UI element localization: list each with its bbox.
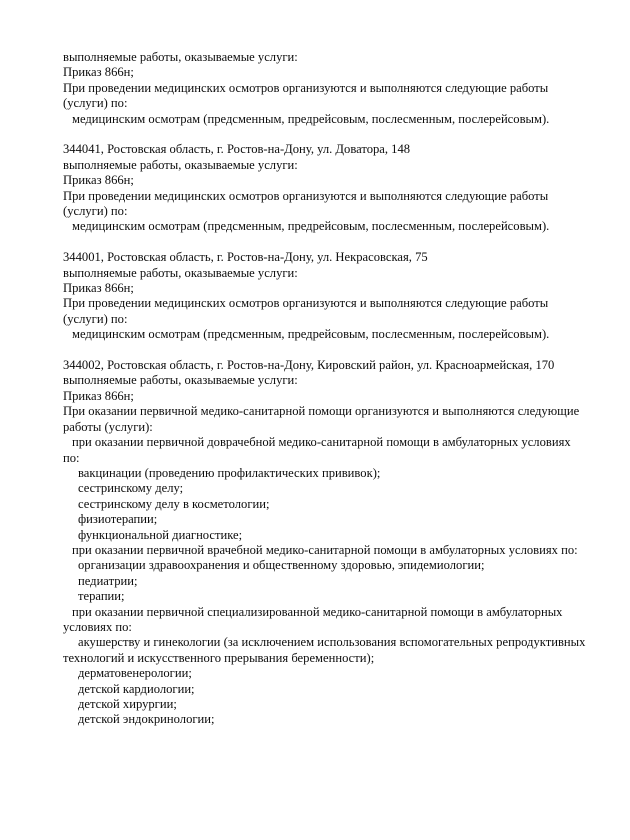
text-line (63, 127, 610, 142)
text-line: дерматовенерологии; (78, 666, 192, 681)
text-line: При проведении медицинских осмотров организуются и выполняются следующие работы (63, 188, 549, 203)
text-line: сестринскому делу в косметологии; (78, 496, 270, 511)
text-line: выполняемые работы, оказываемые услуги: (63, 373, 298, 388)
text-line: терапии; (78, 589, 125, 604)
text-line: медицинским осмотрам (предсменным, предрейсовым, послесменным, послерейсовым). (72, 327, 550, 342)
text-line: детской хирургии; (78, 697, 177, 712)
text-line: условиях по: (63, 619, 132, 634)
text-line: организации здравоохранения и общественному здоровью, эпидемиологии; (78, 558, 485, 573)
text-line: Приказ 866н; (63, 281, 134, 296)
text-line: при оказании первичной специализированной медико-санитарной помощи в амбулаторных (72, 604, 563, 619)
text-line: выполняемые работы, оказываемые услуги: (63, 50, 298, 64)
text-line: при оказании первичной врачебной медико-санитарной помощи в амбулаторных условиях по: (72, 542, 578, 557)
text-line: технологий и искусственного прерывания беременности); (63, 650, 375, 665)
text-line: 344001, Ростовская область, г. Ростов-на-Дону, ул. Некрасовская, 75 (63, 250, 428, 265)
text-line: работы (услуги): (63, 419, 153, 434)
text-line: сестринскому делу; (78, 481, 184, 496)
text-line: При проведении медицинских осмотров организуются и выполняются следующие работы (63, 296, 549, 311)
text-line: При оказании первичной медико-санитарной помощи организуются и выполняются следующие (63, 404, 580, 419)
text-line: вакцинации (проведению профилактических прививок); (78, 465, 381, 480)
text-line: Приказ 866н; (63, 388, 134, 403)
text-line: по: (63, 450, 80, 465)
text-line: 344041, Ростовская область, г. Ростов-на-Дону, ул. Доватора, 148 (63, 142, 411, 157)
text-line: (услуги) по: (63, 311, 128, 326)
text-line: медицинским осмотрам (предсменным, предрейсовым, послесменным, послерейсовым). (72, 219, 550, 234)
text-line (63, 235, 610, 250)
text-line: акушерству и гинекологии (за исключением использования вспомогательных репродуктивных (78, 635, 586, 650)
text-line: 344002, Ростовская область, г. Ростов-на-Дону, Кировский район, ул. Красноармейская, 170 (63, 358, 555, 373)
text-line: Приказ 866н; (63, 65, 134, 80)
text-line: Приказ 866н; (63, 173, 134, 188)
text-line: (услуги) по: (63, 96, 128, 111)
text-line: физиотерапии; (78, 512, 158, 527)
text-line: детской кардиологии; (78, 681, 195, 696)
text-line: (услуги) по: (63, 204, 128, 219)
text-line: функциональной диагностике; (78, 527, 243, 542)
text-line: При проведении медицинских осмотров организуются и выполняются следующие работы (63, 80, 549, 95)
text-line: при оказании первичной доврачебной медико-санитарной помощи в амбулаторных условиях (72, 435, 571, 450)
text-line: педиатрии; (78, 573, 138, 588)
document-text (63, 50, 610, 728)
text-line (63, 343, 610, 358)
text-line: выполняемые работы, оказываемые услуги: (63, 265, 298, 280)
text-line: детской эндокринологии; (78, 712, 215, 727)
text-line: медицинским осмотрам (предсменным, предрейсовым, послесменным, послерейсовым). (72, 111, 550, 126)
text-line: выполняемые работы, оказываемые услуги: (63, 157, 298, 172)
